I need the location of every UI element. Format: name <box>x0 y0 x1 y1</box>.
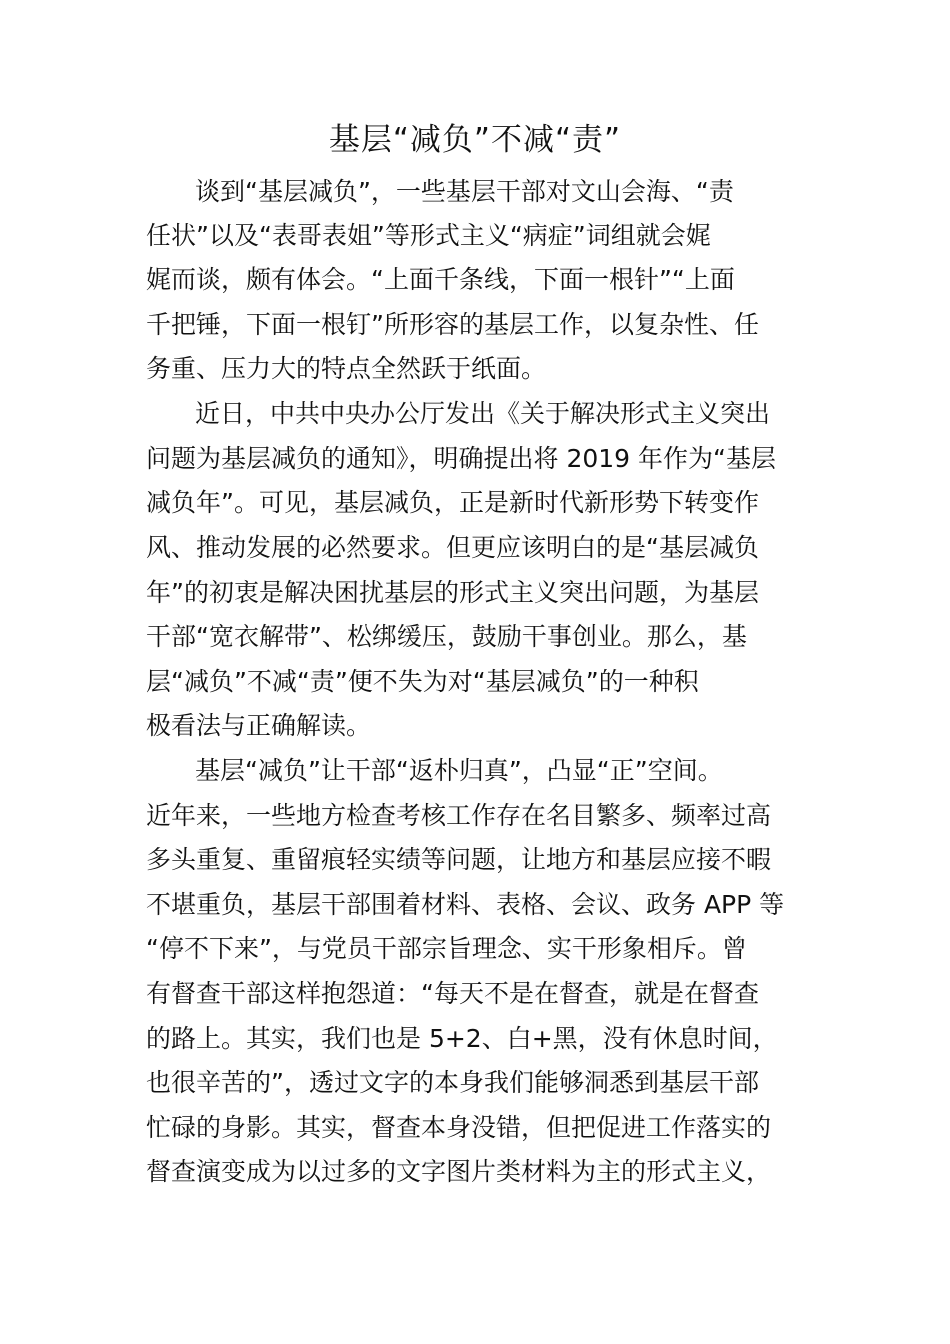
body-line: 基层“减负”让干部“返朴归真”，凸显“正”空间。 <box>195 756 723 785</box>
body-line: 督查演变成为以过多的文字图片类材料为主的形式主义， <box>146 1157 772 1186</box>
body-line: 有督查干部这样抱怨道：“每天不是在督查，就是在督查 <box>146 979 759 1008</box>
body-line: 年”的初衷是解决困扰基层的形式主义突出问题，为基层 <box>146 578 759 607</box>
body-line: 干部“宽衣解带”、松绑缓压，鼓励干事创业。那么，基 <box>146 622 747 651</box>
body-line: 近年来，一些地方检查考核工作存在名目繁多、频率过高 <box>146 801 772 830</box>
body-line: 的路上。其实，我们也是 5+2、白+黑，没有休息时间， <box>146 1024 778 1053</box>
body-line: 风、推动发展的必然要求。但更应该明白的是“基层减负 <box>146 533 759 562</box>
body-line: 极看法与正确解读。 <box>146 711 372 740</box>
body-line: 层“减负”不减“责”便不失为对“基层减负”的一种积 <box>146 667 699 696</box>
body-line: 减负年”。可见，基层减负，正是新时代新形势下转变作 <box>146 488 759 517</box>
body-line: “停不下来”，与党员干部宗旨理念、实干形象相斥。曾 <box>146 934 747 963</box>
body-line: 多头重复、重留痕轻实绩等问题，让地方和基层应接不暇 <box>146 845 772 874</box>
document-title: 基层“减负”不减“责” <box>328 122 622 158</box>
body-line: 近日，中共中央办公厅发出《关于解决形式主义突出 <box>195 399 771 428</box>
body-line: 问题为基层减负的通知》，明确提出将 2019 年作为“基层 <box>146 444 776 473</box>
body-line: 任状”以及“表哥表姐”等形式主义“病症”词组就会娓 <box>146 221 711 250</box>
body-line: 务重、压力大的特点全然跃于纸面。 <box>146 354 547 383</box>
body-line: 娓而谈，颇有体会。“上面千条线，下面一根针”“上面 <box>146 265 735 294</box>
body-line: 也很辛苦的”，透过文字的本身我们能够洞悉到基层干部 <box>146 1068 759 1097</box>
body-line: 千把锤，下面一根钉”所形容的基层工作，以复杂性、任 <box>146 310 759 339</box>
body-line: 忙碌的身影。其实，督查本身没错，但把促进工作落实的 <box>146 1113 772 1142</box>
body-line: 不堪重负，基层干部围着材料、表格、会议、政务 APP 等 <box>146 890 785 919</box>
body-line: 谈到“基层减负”，一些基层干部对文山会海、“责 <box>195 177 734 206</box>
